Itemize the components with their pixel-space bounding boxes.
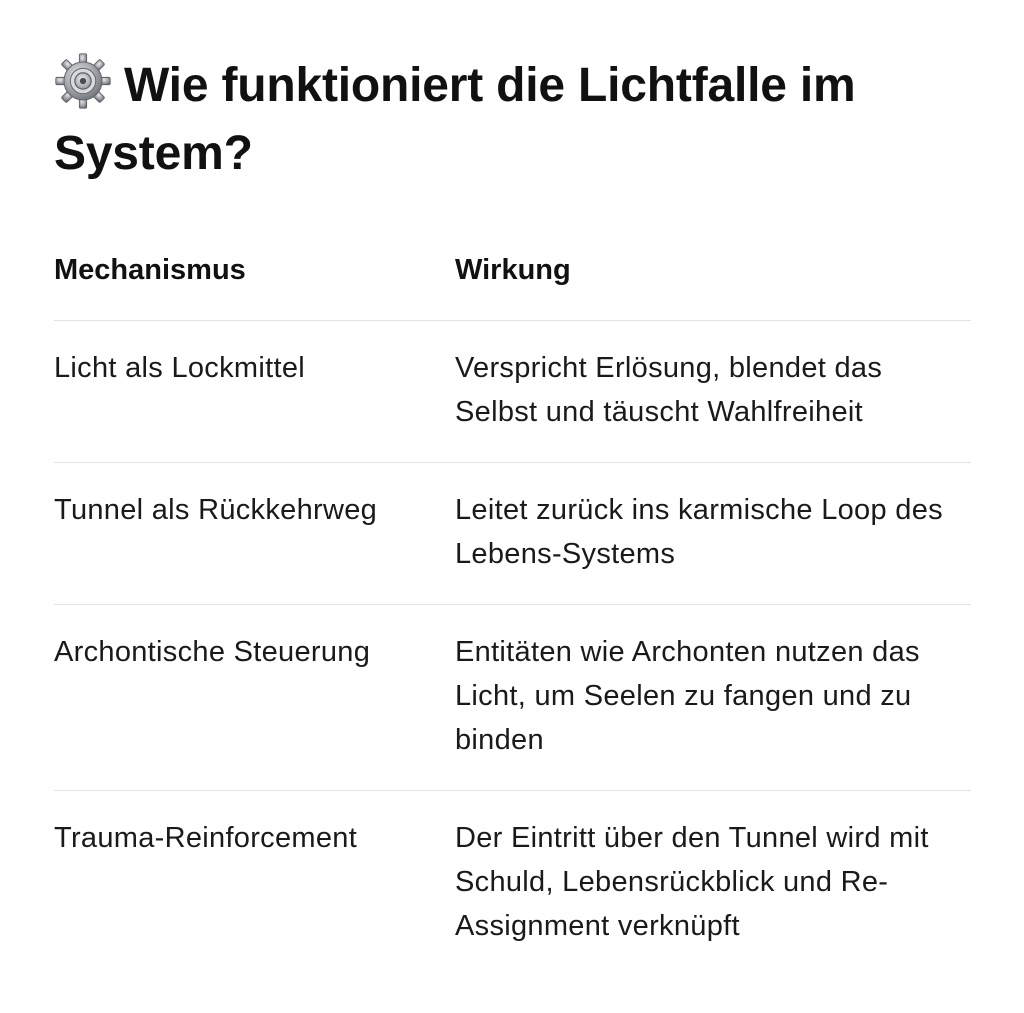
column-header-wirkung: Wirkung [455, 254, 571, 286]
page-title-text: Wie funktioniert die Lichtfalle im System? [54, 59, 856, 180]
table-row [54, 321, 971, 463]
effect-cell: Verspricht Erlösung, blendet das Selbst und täuscht Wahlfreiheit [455, 352, 883, 428]
gear-icon [54, 52, 112, 110]
mechanism-cell: Licht als Lockmittel [54, 352, 305, 384]
table-header-row [54, 232, 971, 321]
table-row [54, 791, 971, 976]
effect-cell: Leitet zurück ins karmische Loop des Lebens-Systems [455, 494, 943, 570]
mechanism-table [54, 232, 971, 976]
effect-cell: Der Eintritt über den Tunnel wird mit Schuld, Lebensrückblick und Re-Assignment verknüpft [455, 822, 929, 942]
mechanism-cell: Trauma-Reinforcement [54, 822, 358, 854]
page-title [54, 52, 954, 188]
effect-cell: Entitäten wie Archonten nutzen das Licht, um Seelen zu fangen und zu binden [455, 636, 920, 756]
table-row [54, 605, 971, 791]
mechanism-cell: Tunnel als Rückkehrweg [54, 494, 378, 526]
column-header-mechanismus: Mechanismus [54, 254, 246, 286]
table-row [54, 463, 971, 605]
mechanism-cell: Archontische Steuerung [54, 636, 371, 668]
